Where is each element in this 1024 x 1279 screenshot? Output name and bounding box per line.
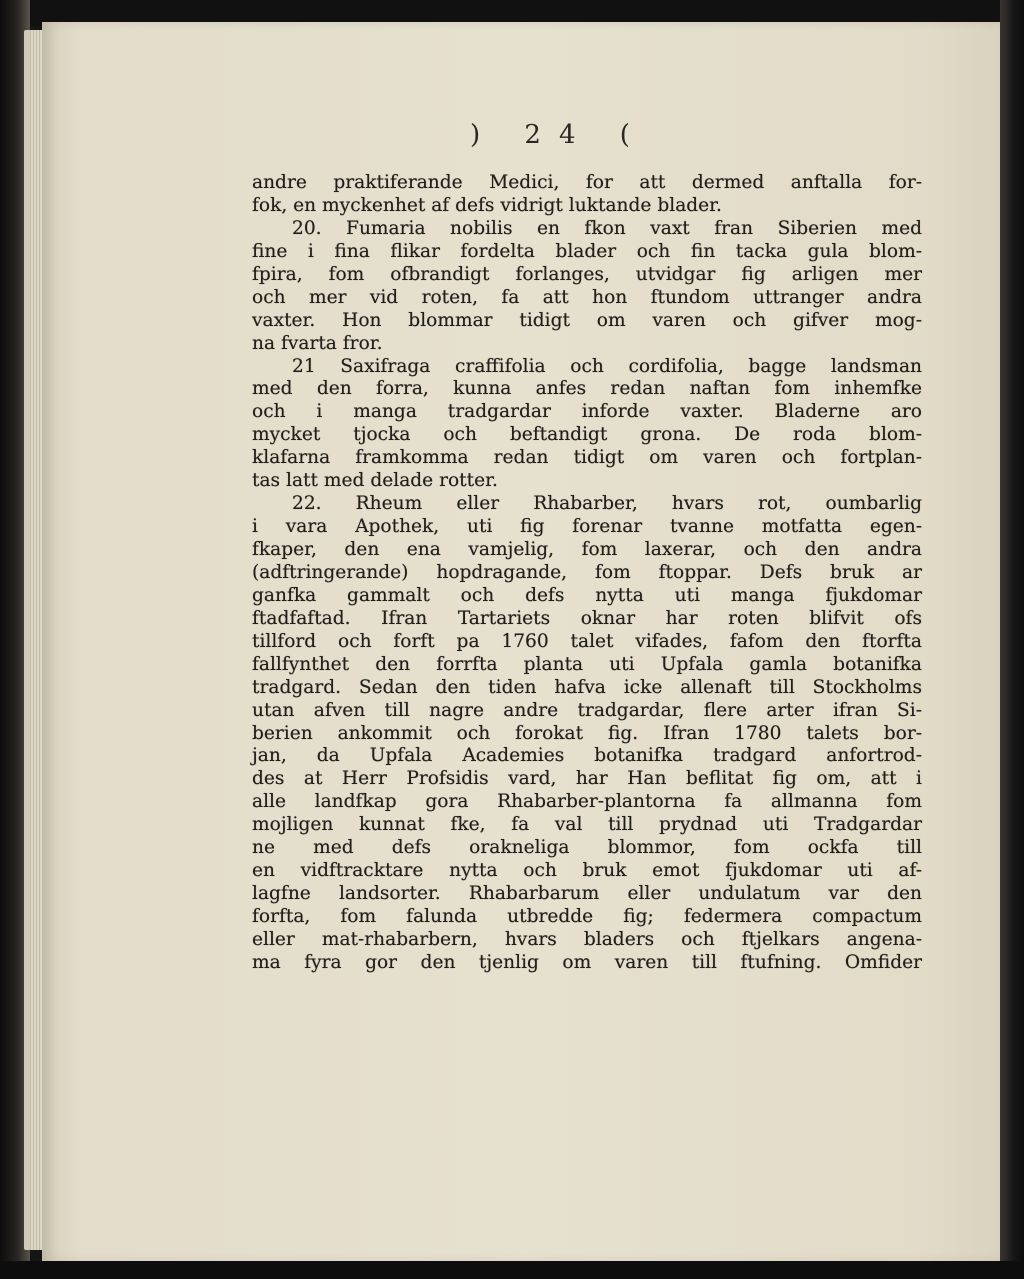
text-line: ne med defs orakneliga blommor, fom ockfa till <box>252 837 922 859</box>
text-line: i vara Apothek, uti fig forenar tvanne motfatta egen- <box>252 516 922 538</box>
book-gutter <box>1000 0 1024 1279</box>
text-line: lagfne landsorter. Rhabarbarum eller undulatum var den <box>252 883 922 905</box>
text-line: berien ankommit och forokat fig. Ifran 1780 talets bor- <box>252 722 922 744</box>
header-bracket-left: ) <box>470 120 499 150</box>
text-line: alle landfkap gora Rhabarber-plantorna fa allmanna fom <box>252 791 922 813</box>
text-line: ma fyra gor den tjenlig om varen till ftufning. Omfider <box>252 951 922 973</box>
text-line: tas latt med delade rotter. <box>252 470 498 492</box>
text-line: tillford och forft pa 1760 talet vifades, fafom den ftorfta <box>252 630 922 652</box>
text-line: des at Herr Profsidis vard, har Han beflitat fig om, att i <box>252 768 922 790</box>
text-line: och i manga tradgardar inforde vaxter. Bladerne aro <box>252 401 922 423</box>
text-line: (adftringerande) hopdragande, fom ftoppar. Defs bruk ar <box>252 561 922 583</box>
text-line: jan, da Upfala Academies botanifka tradgard anfortrod- <box>252 745 922 767</box>
page-header <box>470 120 648 150</box>
text-line: fkaper, den ena vamjelig, fom laxerar, och den andra <box>252 539 922 560</box>
text-line: mojligen kunnat fke, fa val till prydnad uti Tradgardar <box>252 814 922 836</box>
scan-bottom-border <box>0 1261 1024 1279</box>
header-bracket-right: ( <box>619 120 648 150</box>
text-line: fok, en myckenhet af defs vidrigt luktande blader. <box>252 194 722 216</box>
text-line: klafarna framkomma redan tidigt om varen och fortplan- <box>252 447 922 469</box>
text-line: med den forra, kunna anfes redan naftan fom inhemfke <box>252 378 922 400</box>
text-line: 21 Saxifraga craffifolia och cordifolia, bagge landsman <box>292 355 922 377</box>
text-line: ganfka gammalt och defs nytta uti manga fjukdomar <box>252 584 922 606</box>
text-line: ftadfaftad. Ifran Tartariets oknar har roten blifvit ofs <box>252 607 922 629</box>
text-line: fallfynthet den forrfta planta uti Upfala gamla botanifka <box>252 653 922 675</box>
text-line: na fvarta fror. <box>252 332 383 354</box>
text-line: eller mat-rhabarbern, hvars bladers och ftjelkars angena- <box>252 928 922 950</box>
text-line: 22. Rheum eller Rhabarber, hvars rot, oumbarlig <box>292 493 922 515</box>
text-line: en vidftracktare nytta och bruk emot fjukdomar uti af- <box>252 860 922 882</box>
page-number: 24 <box>524 120 594 150</box>
text-line: tradgard. Sedan den tiden hafva icke allenaft till Stockholms <box>252 676 922 698</box>
text-line: fpira, fom ofbrandigt forlanges, utvidgar fig arligen mer <box>252 263 922 285</box>
text-line: fine i fina flikar fordelta blader och fin tacka gula blom- <box>252 240 922 262</box>
text-line: och mer vid roten, fa att hon ftundom uttranger andra <box>252 286 922 308</box>
text-line: utan afven till nagre andre tradgardar, flere arter ifran Si- <box>252 699 922 721</box>
text-line: andre praktiferande Medici, for att dermed anftalla for- <box>252 172 922 193</box>
text-line: mycket tjocka och beftandigt grona. De roda blom- <box>252 424 922 446</box>
page-body-text <box>252 172 922 975</box>
text-line: vaxter. Hon blommar tidigt om varen och gifver mog- <box>252 309 922 331</box>
text-line: forfta, fom falunda utbredde fig; federmera compactum <box>252 906 922 927</box>
text-line: 20. Fumaria nobilis en fkon vaxt fran Siberien med <box>292 217 922 239</box>
